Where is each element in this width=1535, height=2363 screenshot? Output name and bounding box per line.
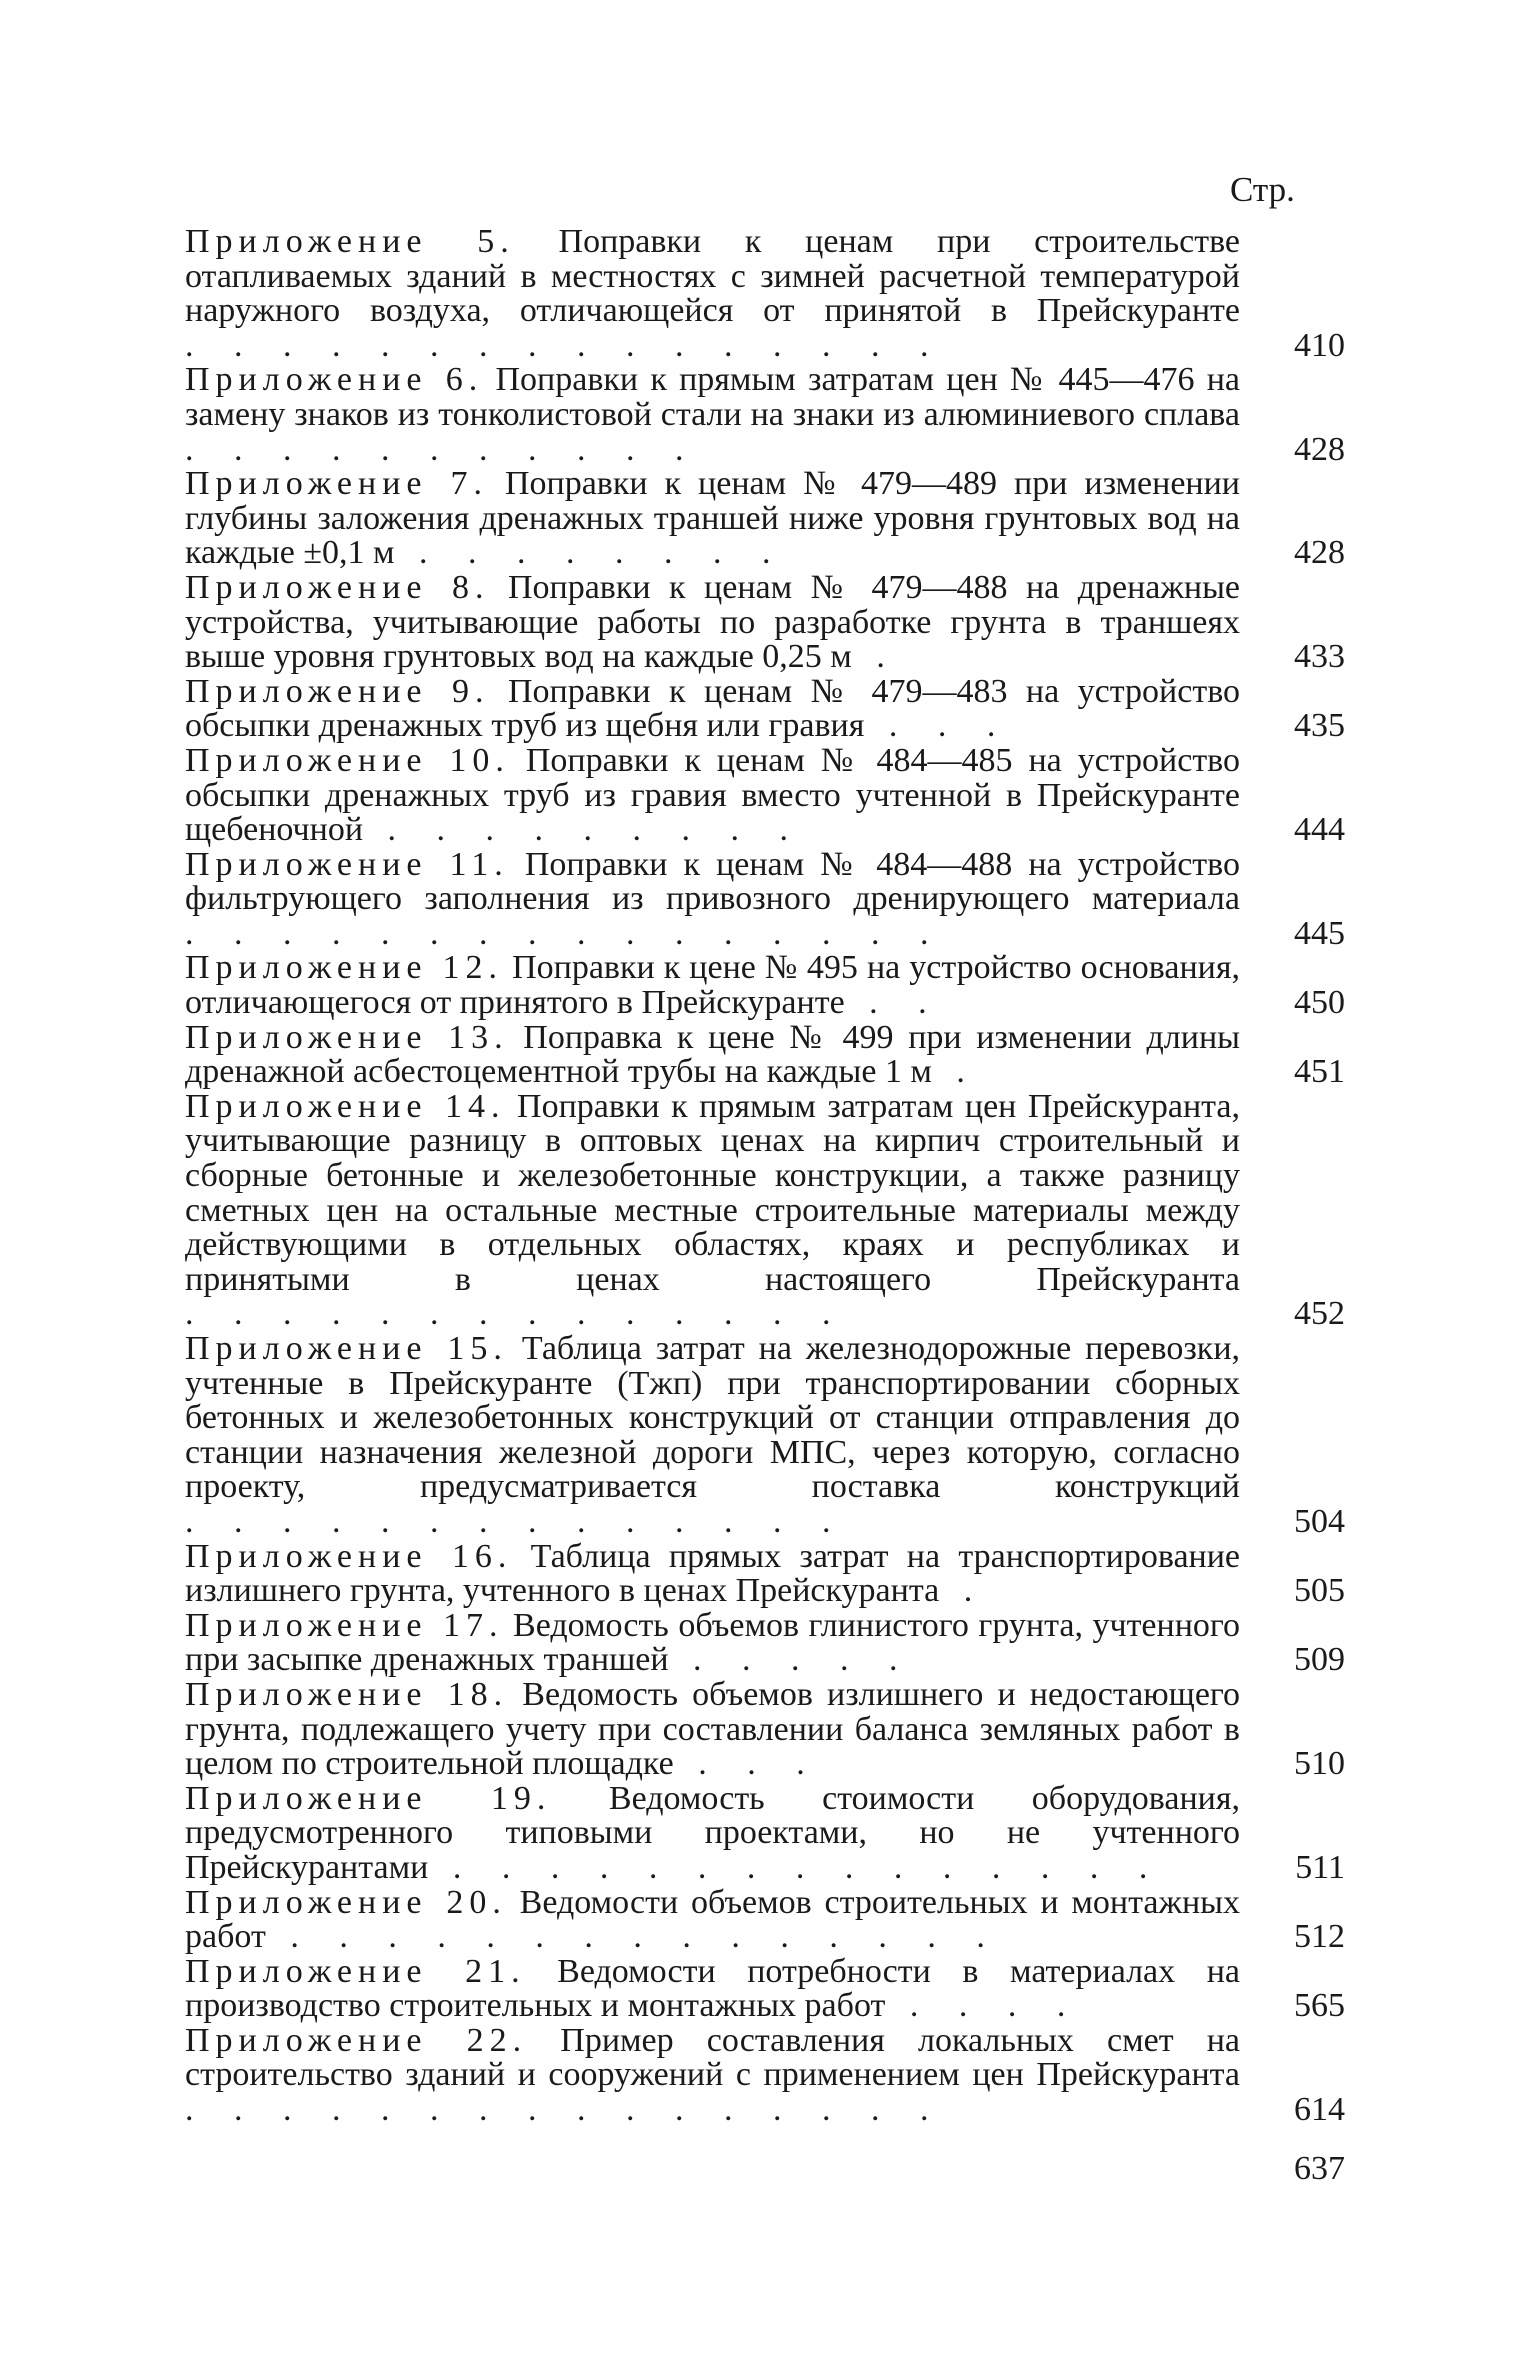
dot-leader: . . . . . . . . . . . . . . . .: [185, 326, 945, 364]
appendix-title: Ведомости потребности в материалах на производство строительных и монтажных работ: [185, 1952, 1241, 2025]
toc-entry[interactable]: [185, 1675, 1345, 1783]
dot-leader: . . . . .: [668, 1641, 914, 1679]
toc-entry[interactable]: [185, 1018, 1345, 1091]
appendix-title: Поправки к ценам № 479—488 на дренажные устройства, учитывающие работы по разработке грунта в траншеях выше уровня грунтовых вод на каждые 0,25 м: [185, 568, 1241, 676]
dot-leader: . . .: [864, 707, 1012, 745]
dot-leader: .: [931, 1053, 981, 1091]
appendix-label: Приложение 14.: [185, 1087, 506, 1125]
toc-entry-text: [185, 741, 1241, 849]
appendix-label: Приложение 16.: [185, 1537, 513, 1575]
page-number: 510: [1294, 1745, 1345, 1783]
appendix-label: Приложение 15.: [185, 1330, 508, 1367]
toc-entry[interactable]: [185, 1332, 1345, 1540]
toc-entry-text: [185, 1537, 1241, 1610]
page-number: 450: [1294, 984, 1345, 1022]
table-of-contents: [185, 225, 1345, 2128]
appendix-label: Приложение 8.: [185, 568, 490, 606]
toc-entry[interactable]: [185, 363, 1345, 467]
dot-leader: . . . . . . . . .: [363, 811, 805, 849]
toc-entry-text: [185, 1332, 1240, 1540]
appendix-title: Поправки к ценам при строительстве отапливаемых зданий в местностях с зимней расчетной температурой наружного воздуха, отличающейся от принятой в Прейскуранте: [185, 223, 1241, 330]
page-number: 451: [1294, 1053, 1345, 1091]
toc-entry-text: [185, 1606, 1241, 1679]
page-number: 452: [1294, 1295, 1345, 1333]
appendix-title: Таблица затрат на железнодорожные перевозки, учтенные в Прейскуранте (Тжп) при транспортировании сборных бетонных и железобетонных конструкций от станции отправления до станции назначения железной дороги МПС, через которую, согласно проекту, предусматривается поставка конструкций: [185, 1330, 1241, 1506]
appendix-title: Поправки к прямым затратам цен № 445—476 на замену знаков из тонколистовой стали на знаки из алюминиевого сплава: [185, 361, 1240, 433]
dot-leader: . . . . . . . . . . . . . . .: [428, 1848, 1164, 1886]
toc-entry-text: [185, 1883, 1241, 1956]
end-page-number: 637: [1294, 2150, 1345, 2187]
appendix-title: Поправки к ценам № 479—489 при изменении глубины заложения дренажных траншей ниже уровня грунтовых вод на каждые ±0,1 м: [185, 465, 1240, 572]
toc-entry[interactable]: [185, 951, 1345, 1020]
page-number: 505: [1294, 1572, 1345, 1610]
toc-entry[interactable]: [185, 1537, 1345, 1610]
toc-entry[interactable]: [185, 467, 1345, 571]
appendix-label: Приложение 7.: [185, 465, 488, 503]
appendix-title: Ведомости объемов строительных и монтажных работ: [185, 1883, 1241, 1956]
page-number: 428: [1294, 430, 1345, 468]
page-number: 509: [1294, 1641, 1345, 1679]
toc-entry[interactable]: [185, 1606, 1345, 1679]
toc-entry-text: [185, 225, 1240, 363]
appendix-title: Поправки к цене № 495 на устройство основания, отличающегося от принятого в Прейскуранте: [185, 949, 1241, 1022]
dot-leader: . . . . . . . . . . .: [185, 430, 700, 468]
toc-entry-text: [185, 1779, 1241, 1886]
toc-entry-text: [185, 568, 1241, 676]
toc-entry-text: [185, 1675, 1241, 1783]
toc-entry[interactable]: [185, 845, 1345, 952]
appendix-label: Приложение 11.: [185, 845, 509, 883]
dot-leader: . . .: [673, 1745, 821, 1783]
toc-entry[interactable]: [185, 1087, 1345, 1333]
page-number: 435: [1294, 707, 1345, 745]
toc-entry-text: [185, 2021, 1241, 2129]
dot-leader: . . . . . . . . . . . . . . . .: [185, 914, 945, 952]
appendix-title: Ведомость стоимости оборудования, предусмотренного типовыми проектами, но не учтенного Прейскурантами: [185, 1779, 1241, 1886]
appendix-label: Приложение 9.: [185, 672, 490, 710]
appendix-title: Поправки к ценам № 479—483 на устройство обсыпки дренажных труб из щебня или гравия: [185, 672, 1241, 745]
appendix-title: Ведомость объемов глинистого грунта, учтенного при засыпке дренажных траншей: [185, 1606, 1241, 1679]
page-number: 410: [1294, 326, 1345, 364]
appendix-label: Приложение 5.: [185, 223, 515, 260]
page-number: 565: [1294, 1987, 1345, 2025]
toc-entry[interactable]: [185, 568, 1345, 676]
dot-leader: . . . . . . . . . . . . . .: [185, 1502, 847, 1540]
dot-leader: . . . . . . . .: [394, 534, 787, 572]
toc-entry-text: [185, 845, 1240, 952]
toc-entry-text: [185, 1018, 1241, 1091]
appendix-title: Таблица прямых затрат на транспортирование излишнего грунта, учтенного в ценах Прейскуранта: [185, 1537, 1241, 1610]
appendix-label: Приложение 20.: [185, 1883, 507, 1921]
dot-leader: . . . . . . . . . . . . . . .: [265, 1918, 1001, 1956]
toc-entry-text: [185, 363, 1240, 467]
appendix-label: Приложение 19.: [185, 1779, 552, 1817]
appendix-label: Приложение 10.: [185, 741, 510, 779]
appendix-title: Пример составления локальных смет на строительство зданий и сооружений с применением цен Прейскуранта: [185, 2021, 1241, 2094]
appendix-label: Приложение 6.: [185, 361, 484, 399]
toc-entry-text: [185, 1087, 1241, 1333]
dot-leader: . . . . . . . . . . . . . . . .: [185, 2091, 945, 2129]
appendix-title: Ведомость объемов излишнего и недостающего грунта, подлежащего учету при составлении баланса земляных работ в целом по строительной площадке: [185, 1675, 1241, 1783]
page-number: 614: [1294, 2091, 1345, 2129]
toc-entry-text: [185, 467, 1240, 571]
page-number: 428: [1294, 534, 1345, 572]
page-number: 445: [1294, 914, 1345, 952]
appendix-label: Приложение 22.: [185, 2021, 528, 2059]
dot-leader: . . . . . . . . . . . . . .: [185, 1295, 847, 1333]
appendix-label: Приложение 17.: [185, 1606, 504, 1644]
toc-entry-text: [185, 672, 1241, 745]
toc-entry[interactable]: [185, 225, 1345, 363]
toc-entry[interactable]: [185, 2021, 1345, 2129]
toc-entry[interactable]: [185, 1779, 1345, 1886]
appendix-label: Приложение 18.: [185, 1675, 509, 1713]
toc-entry[interactable]: [185, 672, 1345, 745]
page-number: 512: [1294, 1918, 1345, 1956]
appendix-title: Поправки к ценам № 484—485 на устройство обсыпки дренажных труб из гравия вместо учтенной в Прейскуранте щебеночной: [185, 741, 1241, 849]
page-number: 504: [1294, 1502, 1345, 1540]
appendix-title: Поправка к цене № 499 при изменении длины дренажной асбестоцементной трубы на каждые 1 м: [185, 1018, 1241, 1091]
dot-leader: .: [851, 638, 901, 676]
appendix-title: Поправки к прямым затратам цен Прейскуранта, учитывающие разницу в оптовых ценах на кирпич строительный и сборные бетонные и железобетонные конструкции, а также разницу сметных цен на остальные местные строительные материалы между действующими в отдельных областях, краях и республиках и принятыми в ценах настоящего Прейскуранта: [185, 1087, 1241, 1298]
toc-entry-text: [185, 1952, 1241, 2025]
appendix-label: Приложение 12.: [185, 949, 504, 987]
dot-leader: . .: [844, 984, 943, 1022]
appendix-label: Приложение 21.: [185, 1952, 526, 1990]
appendix-title: Поправки к ценам № 484—488 на устройство фильтрующего заполнения из привозного дренирующего материала: [185, 845, 1240, 918]
toc-entry[interactable]: [185, 1883, 1345, 1956]
dot-leader: .: [939, 1572, 989, 1610]
page-number: 433: [1294, 638, 1345, 676]
page-number: 511: [1295, 1848, 1345, 1886]
appendix-label: Приложение 13.: [185, 1018, 509, 1056]
page-column-header: Стр.: [1230, 170, 1295, 209]
toc-entry[interactable]: [185, 741, 1345, 849]
toc-entry-text: [185, 951, 1240, 1020]
toc-entry[interactable]: [185, 1952, 1345, 2025]
page-number: 444: [1294, 811, 1345, 849]
dot-leader: . . . .: [885, 1987, 1082, 2025]
